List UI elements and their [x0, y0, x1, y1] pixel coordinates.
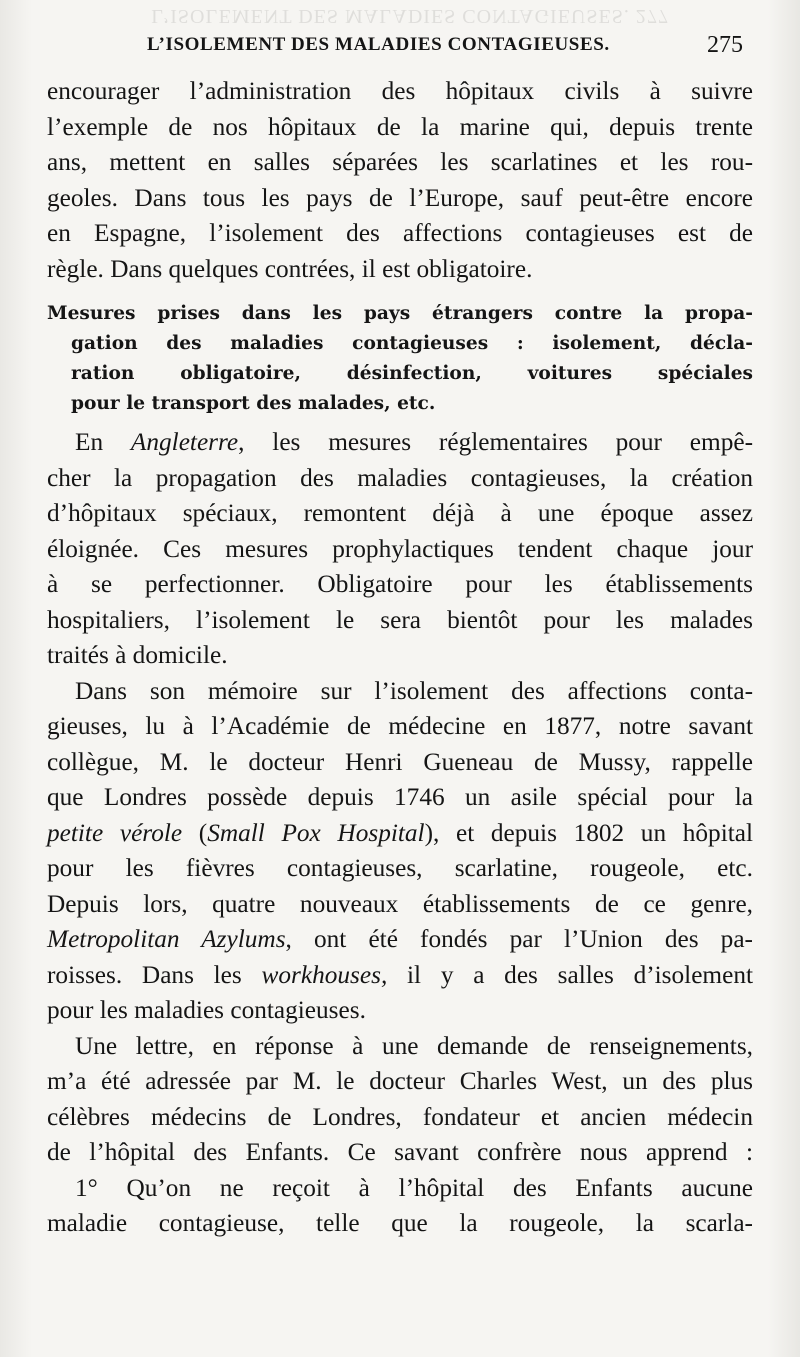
text-line: Une lettre, en réponse à une demande de renseignements, [75, 1031, 753, 1060]
italic-text: petite vérole [47, 818, 183, 847]
text-line: en Espagne, l’isolement des affections contagieuses est de [47, 219, 753, 247]
text-line: l’exemple de nos hôpitaux de la marine qui, depuis trente [47, 112, 753, 141]
text-line: Depuis lors, quatre nouveaux établissements de ce genre, [47, 889, 753, 918]
text-run: il y a des salles d’isolement [387, 960, 754, 989]
italic-text: Angleterre [130, 428, 239, 456]
italic-text: Small Pox Hospital [207, 818, 425, 847]
text-line: règle. Dans quelques contrées, il est obligatoire. [47, 254, 533, 283]
running-head [47, 28, 753, 74]
page-number: 275 [707, 32, 743, 58]
text-line: collègue, M. le docteur Henri Gueneau de Mussy, rappelle [47, 747, 753, 776]
show-through-text: L’ISOLEMENT DES MALADIES CONTAGIEUSES. 277 [151, 5, 669, 27]
section-heading-line: pour le transport des malades, etc. [71, 393, 436, 414]
text-line: gieuses, lu à l’Académie de médecine en 1877, notre savant [47, 712, 753, 740]
text-line: célèbres médecins de Londres, fondateur et ancien médecin [47, 1102, 753, 1131]
text-line [47, 922, 753, 958]
text-run: ( [182, 818, 208, 847]
text-line: encourager l’administration des hôpitaux civils à suivre [47, 77, 753, 105]
section-heading [47, 299, 753, 419]
section-heading-line: ration obligatoire, désinfection, voitures spéciales [71, 363, 753, 384]
text-line: maladie contagieuse, telle que la rougeole, la scarla- [47, 1209, 753, 1237]
text-line: de l’hôpital des Enfants. Ce savant confrère nous apprend : [47, 1138, 753, 1166]
text-line: hospitaliers, l’isolement le sera bientôt pour les malades [47, 605, 753, 634]
italic-text: Metropolitan Azylums [47, 925, 286, 953]
italic-text: workhouses, [261, 960, 388, 989]
text-line: pour les fièvres contagieuses, scarlatine, rougeole, etc. [47, 854, 753, 882]
text-line: cher la propagation des maladies contagieuses, la création [47, 463, 753, 492]
text-run: En [75, 428, 131, 456]
section-heading-line: gation des maladies contagieuses : isolement, décla- [71, 333, 753, 354]
paragraph-item-1 [47, 1171, 753, 1242]
text-run: roisses. Dans les [47, 960, 262, 989]
text-run: ), et depuis 1802 un hôpital [424, 818, 754, 847]
paragraph-lettre [47, 1029, 753, 1171]
text-line [47, 425, 753, 461]
paragraph-angleterre [47, 425, 753, 674]
paragraph-intro [47, 74, 753, 287]
text-run: , les mesures réglementaires pour empê- [238, 428, 753, 456]
text-line: que Londres possède depuis 1746 un asile spécial pour la [47, 783, 753, 811]
text-run: , ont été fondés par l’Union des pa- [285, 925, 753, 953]
text-line: Dans son mémoire sur l’isolement des affections conta- [75, 676, 753, 705]
text-line: d’hôpitaux spéciaux, remontent déjà à une époque assez [47, 499, 753, 527]
text-line: ans, mettent en salles séparées les scarlatines et les rou- [47, 148, 753, 176]
text-line: geoles. Dans tous les pays de l’Europe, sauf peut-être encore [47, 183, 753, 212]
text-line: éloignée. Ces mesures prophylactiques tendent chaque jour [47, 534, 753, 563]
section-heading-line: Mesures prises dans les pays étrangers contre la propa- [47, 303, 753, 324]
text-line: 1° Qu’on ne reçoit à l’hôpital des Enfants aucune [75, 1173, 753, 1202]
running-head-title: L’ISOLEMENT DES MALADIES CONTAGIEUSES. [147, 34, 610, 55]
paragraph-memoire [47, 674, 753, 1029]
text-line: à se perfectionner. Obligatoire pour les établissements [47, 570, 753, 598]
text-line [47, 958, 753, 994]
page-content [47, 28, 753, 1242]
text-line: m’a été adressée par M. le docteur Charles West, un des plus [47, 1067, 753, 1095]
text-line: pour les maladies contagieuses. [47, 996, 366, 1024]
text-line: traités à domicile. [47, 641, 228, 669]
text-line [47, 816, 753, 852]
